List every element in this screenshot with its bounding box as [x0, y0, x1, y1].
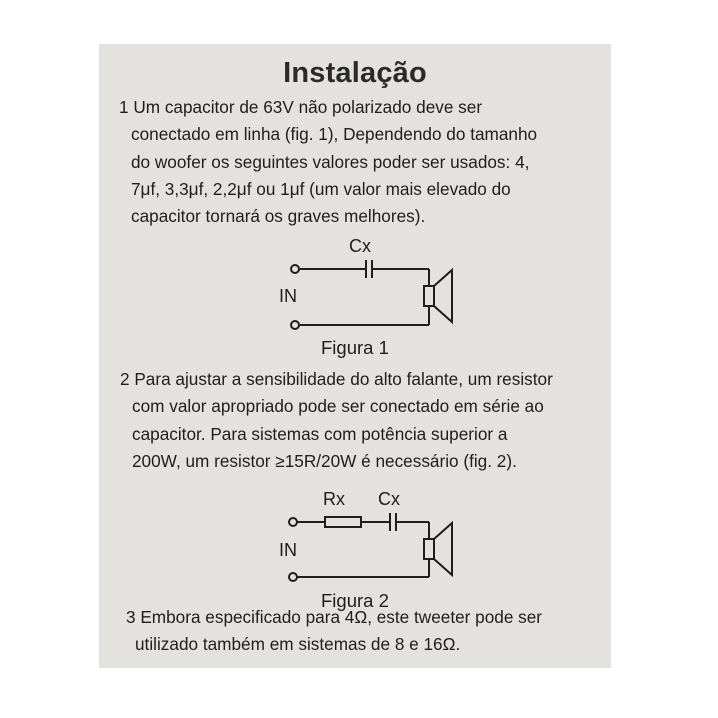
- item-1-line-3: do woofer os seguintes valores poder ser usados: 4,: [131, 151, 530, 172]
- instruction-sheet: [99, 44, 611, 668]
- item-2-line-1: 2 Para ajustar a sensibilidade do alto falante, um resistor: [120, 369, 553, 389]
- item-2-line-2: com valor apropriado pode ser conectado em série ao: [132, 396, 544, 417]
- page-title: Instalação: [283, 57, 427, 89]
- fig1-capacitor-label: Cx: [349, 236, 371, 256]
- item-1-line-5: capacitor tornará os graves melhores).: [131, 206, 426, 227]
- instruction-item-2: [120, 366, 553, 475]
- fig1-input-label: IN: [279, 286, 297, 306]
- fig1-input-terminal-top: [291, 265, 299, 273]
- figure-1-diagram: [99, 44, 611, 668]
- fig1-input-terminal-bottom: [291, 321, 299, 329]
- fig2-input-terminal-top: [289, 518, 297, 526]
- instruction-item-3: [126, 604, 542, 659]
- item-1-line-1: 1 Um capacitor de 63V não polarizado deve ser: [119, 97, 483, 117]
- fig2-resistor: [325, 517, 361, 527]
- item-3-line-2: utilizado também em sistemas de 8 e 16Ω.: [135, 634, 461, 655]
- item-2-line-3: capacitor. Para sistemas com potência superior a: [132, 423, 508, 444]
- item-2-line-4: 200W, um resistor ≥15R/20W é necessário (fig. 2).: [132, 450, 517, 471]
- item-3-line-1: 3 Embora especificado para 4Ω, este tweeter pode ser: [126, 607, 543, 627]
- figure-2-caption: Figura 2: [321, 590, 389, 611]
- fig2-input-terminal-bottom: [289, 573, 297, 581]
- item-1-line-4: 7μf, 3,3μf, 2,2μf ou 1μf (um valor mais elevado do: [131, 178, 511, 199]
- figure-1-caption: Figura 1: [321, 337, 389, 358]
- item-1-line-2: conectado em linha (fig. 1), Dependendo do tamanho: [131, 124, 538, 145]
- fig2-capacitor-label: Cx: [378, 489, 400, 509]
- fig2-resistor-label: Rx: [323, 489, 345, 509]
- fig2-input-label: IN: [279, 540, 297, 560]
